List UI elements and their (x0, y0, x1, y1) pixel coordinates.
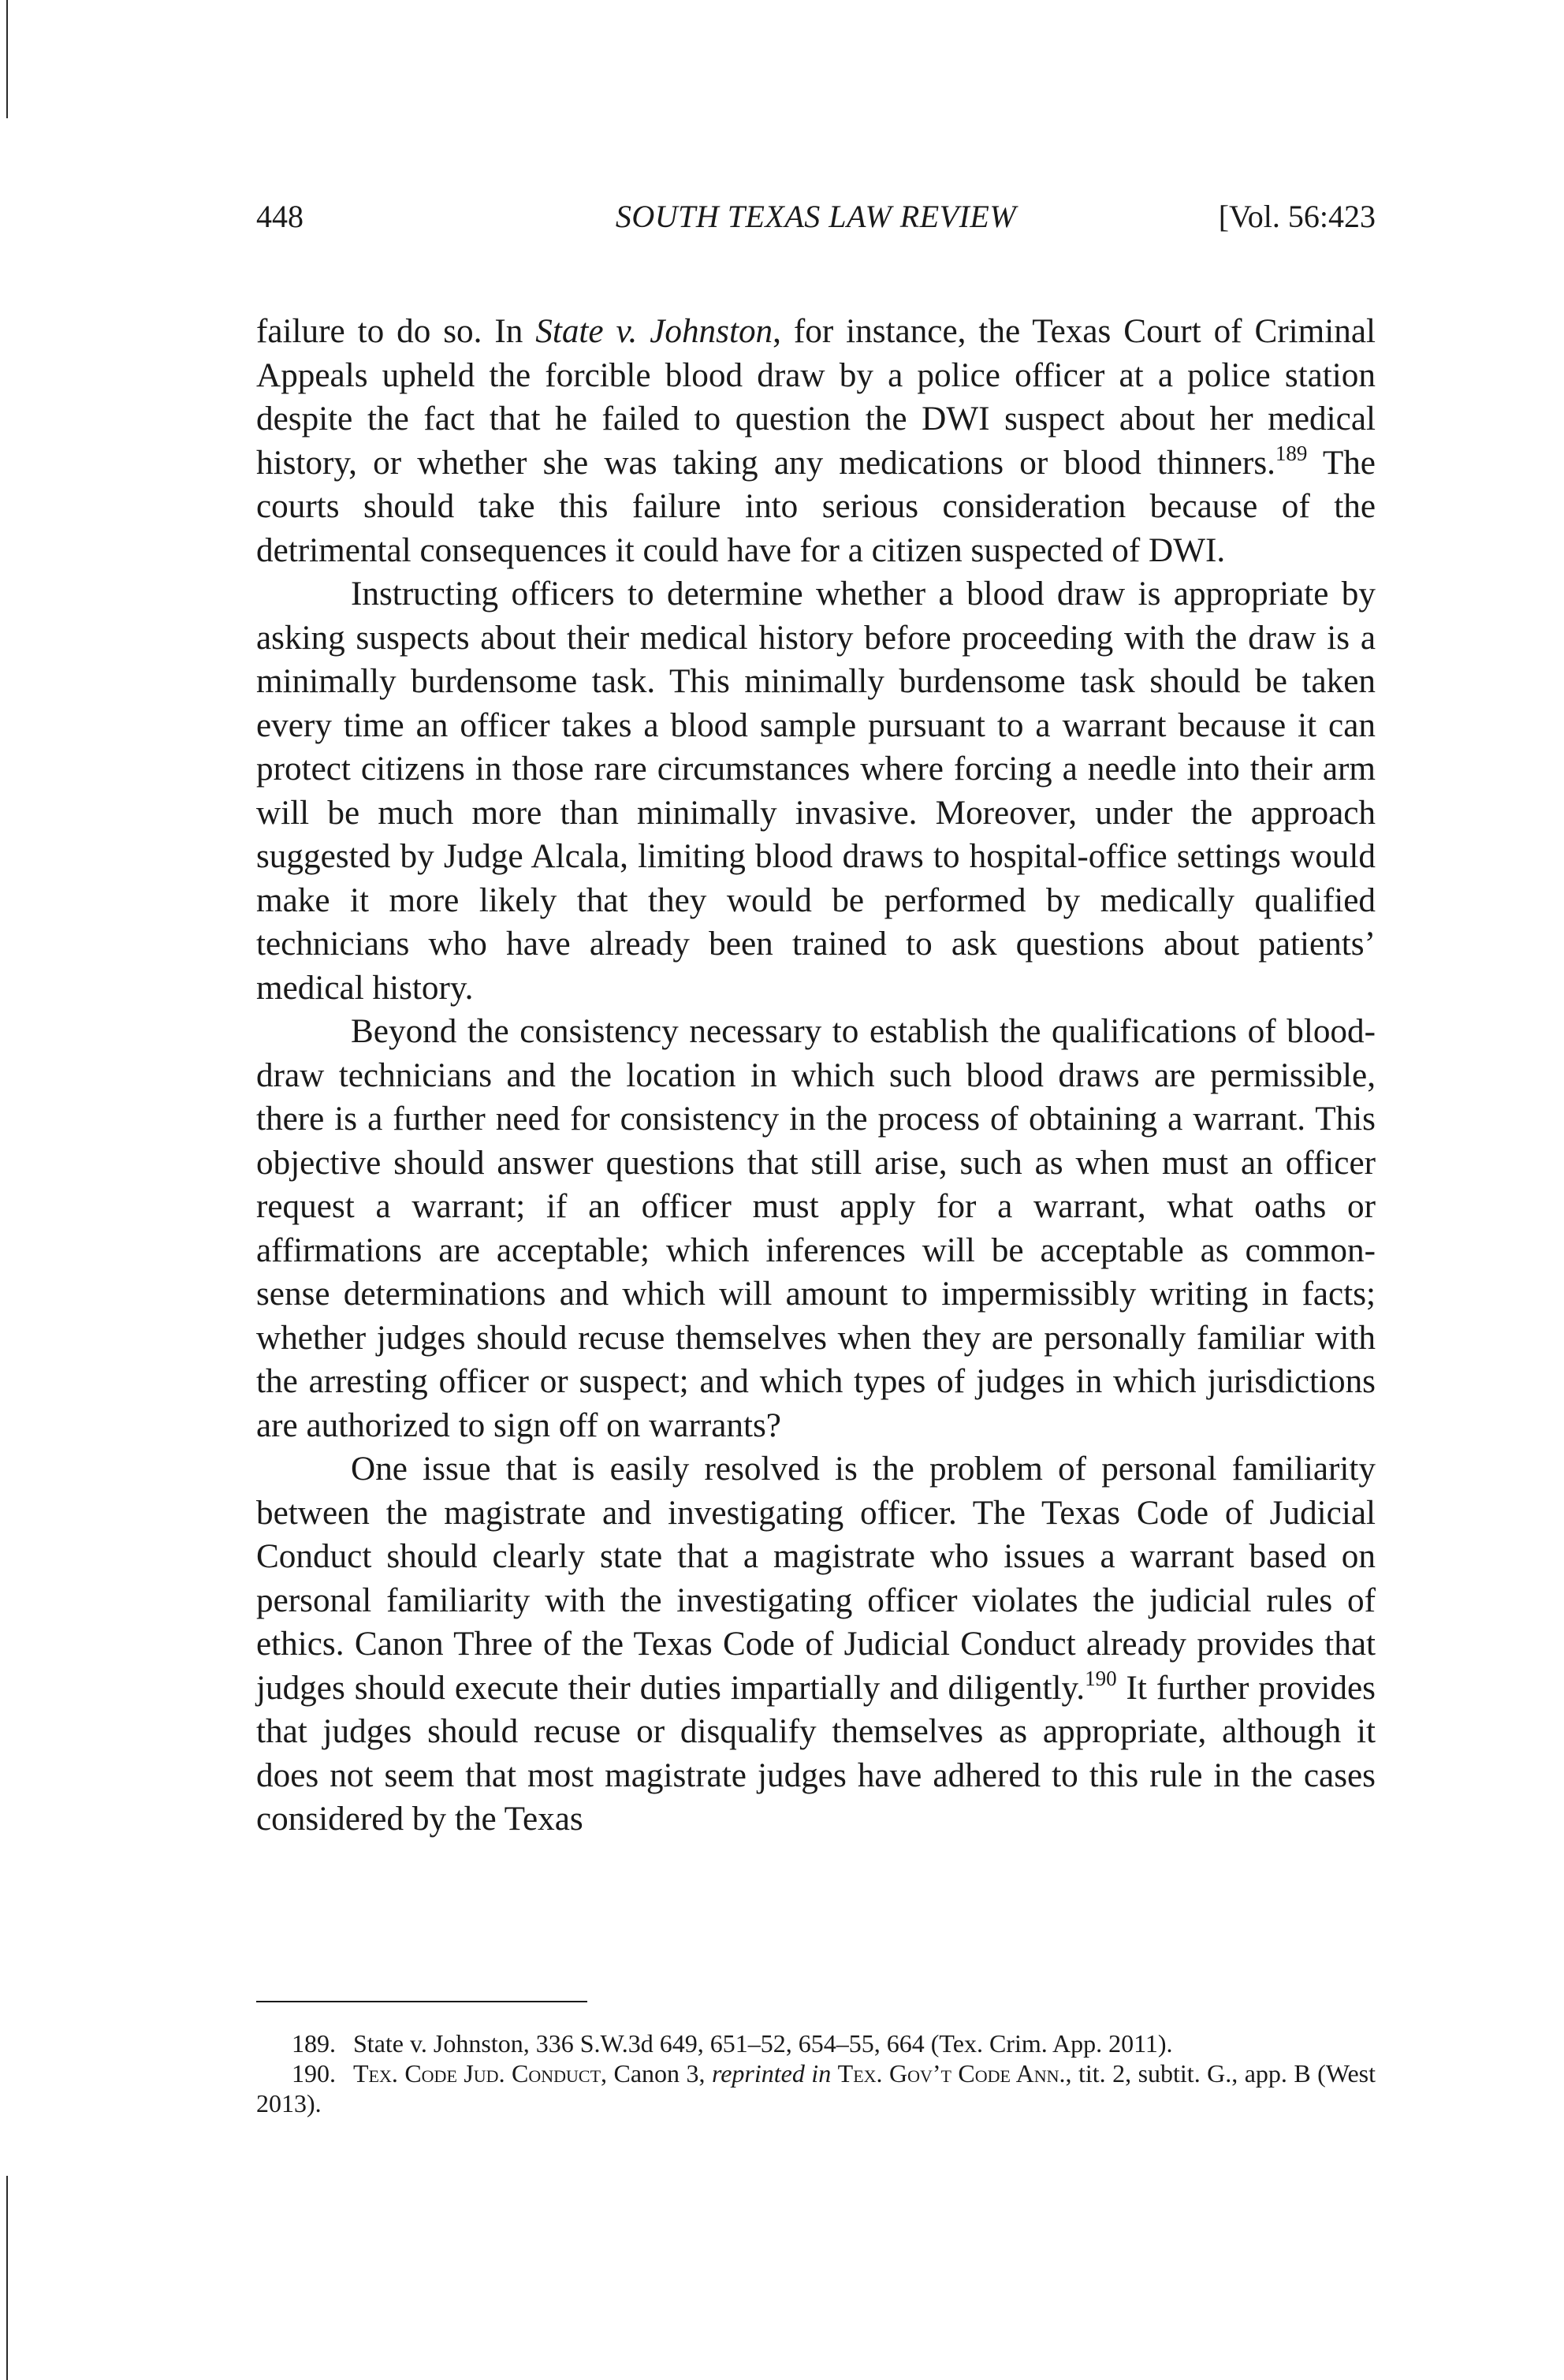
footnote-189 (256, 2028, 1376, 2058)
footnote-reference[interactable]: 189 (1275, 441, 1308, 465)
footnote-reference[interactable]: 190 (1085, 1666, 1117, 1690)
footnote-number: 190. (292, 2059, 336, 2088)
scan-margin-line-top (6, 0, 8, 118)
paragraph-2 (256, 572, 1376, 1010)
footnote-text (353, 2029, 1173, 2058)
article-body (256, 310, 1376, 1842)
text-segment: One issue that is easily resolved is the problem of personal familiarity between the magistrate and investigating officer. The Texas Code of Judicial Conduct should clearly state that a magistrate who issues a warrant based on personal familiarity with the investigating officer violates the judicial rules of ethics. Canon Three of the Texas Code of Judicial Conduct already provides that judges should execute their duties impartially and diligently. (256, 1451, 1376, 1707)
page-number: 448 (256, 199, 303, 234)
paragraph-1 (256, 310, 1376, 572)
footnote-divider (256, 2001, 587, 2002)
text-segment: , Canon 3, (601, 2059, 712, 2088)
footnote-text (256, 2059, 1376, 2117)
italic-text: reprinted in (711, 2059, 832, 2088)
small-caps-text: Tex. Gov’t Code Ann. (837, 2059, 1066, 2088)
footnote-190 (256, 2058, 1376, 2118)
text-segment: , for instance, the Texas Court of Criminal Appeals upheld the forcible blood draw by a police officer at a police station despite the fact that he failed to question the DWI suspect about her medical history, or whether she was taking any medications or blood thinners. (256, 313, 1376, 482)
text-segment: failure to do so. In (256, 313, 536, 350)
scan-margin-line-bottom (6, 2176, 8, 2380)
journal-title: SOUTH TEXAS LAW REVIEW (615, 199, 1017, 234)
small-caps-text: Tex. Code Jud. Conduct (353, 2059, 601, 2088)
footnotes (256, 2028, 1376, 2118)
paragraph-3 (256, 1010, 1376, 1447)
text-segment: , tit. 2, subtit. G., app. B (West 2013). (256, 2059, 1376, 2117)
italic-text: State v. Johnston (535, 313, 773, 350)
text-segment: Beyond the consistency necessary to establish the qualifications of blood-draw technicians and the location in which such blood draws are permissible, there is a further need for consistency in the process of obtaining a warrant. This objective should answer questions that still arise, such as when must an officer request a warrant; if an officer must apply for a warrant, what oaths or affirmations are acceptable; which inferences will be acceptable as common-sense determinations and which will amount to impermissibly writing in facts; whether judges should recuse themselves when they are personally familiar with the arresting officer or suspect; and which types of judges in which jurisdictions are authorized to sign off on warrants? (256, 1013, 1376, 1444)
volume-citation: [Vol. 56:423 (1218, 199, 1376, 234)
footnote-number: 189. (292, 2029, 336, 2058)
text-segment: State v. Johnston, 336 S.W.3d 649, 651–52, 654–55, 664 (Tex. Crim. App. 2011). (353, 2029, 1173, 2058)
page-header (256, 193, 1376, 240)
text-segment (831, 2059, 837, 2088)
text-segment: It further provides that judges should recuse or disqualify themselves as appropriate, although it does not seem that most magistrate judges have adhered to this rule in the cases considered by the Texas (256, 1669, 1376, 1838)
paragraph-4 (256, 1447, 1376, 1842)
text-segment: Instructing officers to determine whether a blood draw is appropriate by asking suspects about their medical history before proceeding with the draw is a minimally burdensome task. This minimally burdensome task should be taken every time an officer takes a blood sample pursuant to a warrant because it can protect citizens in those rare circumstances where forcing a needle into their arm will be much more than minimally invasive. Moreover, under the approach suggested by Judge Alcala, limiting blood draws to hospital-office settings would make it more likely that they would be performed by medically qualified technicians who have already been trained to ask questions about patients’ medical history. (256, 575, 1376, 1007)
text-segment: The courts should take this failure into serious consideration because of the detrimental consequences it could have for a citizen suspected of DWI. (256, 444, 1376, 569)
